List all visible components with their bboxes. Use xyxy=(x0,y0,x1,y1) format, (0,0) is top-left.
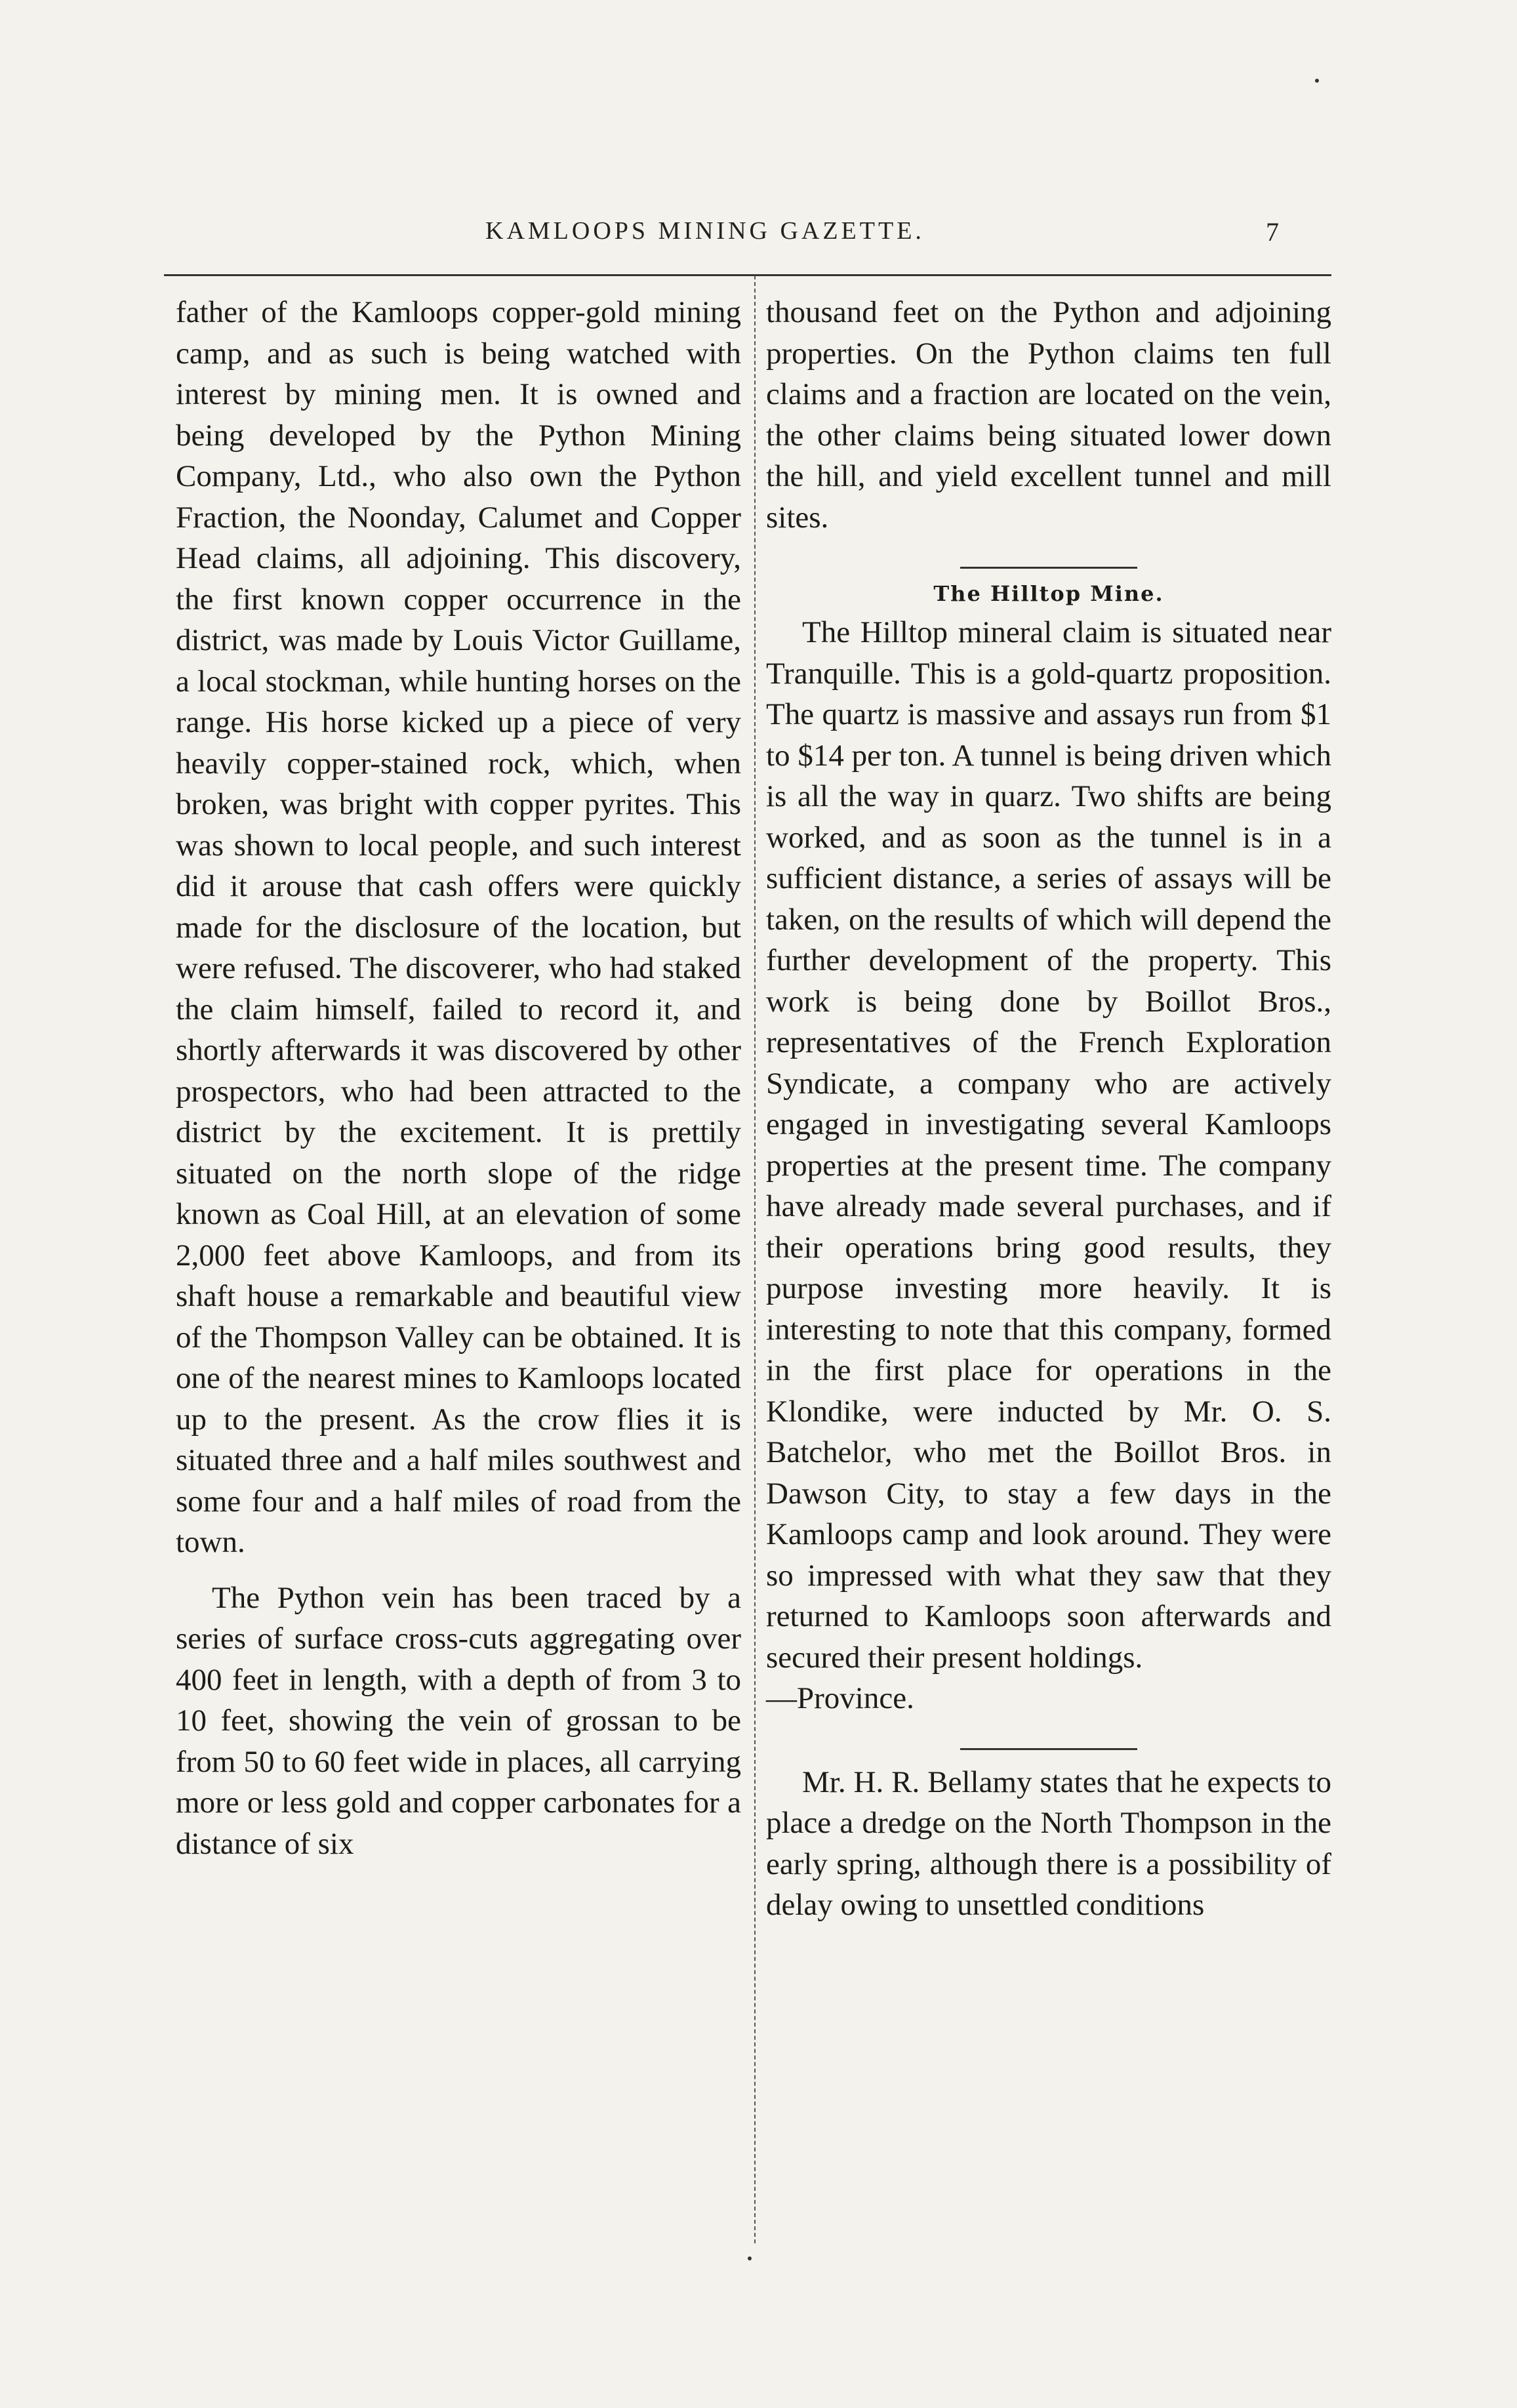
ink-speck xyxy=(748,2256,752,2260)
article-paragraph: The Hilltop mineral claim is situated near Tranquille. This is a gold-quartz proposition. The quartz is massive and assays run from $1 to $14 per ton. A tunnel is being driven which is all the way in quarz. Two shifts are being worked, and as soon as the tunnel is in a sufficient distance, a series of assays will be taken, on the results of which will depend the further development of the property. This work is being done by Boillot Bros., representatives of the French Exploration Syndicate, a company who are actively engaged in investigating several Kamloops properties at the present time. The company have already made several purchases, and if their operations bring good results, they purpose investing more heavily. It is interesting to note that this company, formed in the first place for operations in the Klondike, were inducted by Mr. O. S. Batchelor, who met the Boillot Bros. in Dawson City, to stay a few days in the Kamloops camp and look around. They were so impressed with what they saw that they returned to Kamloops soon afterwards and secured their present holdings. xyxy=(766,615,1331,1675)
page-header xyxy=(164,216,1331,262)
article-paragraph: The Python vein has been traced by a series of surface cross-cuts aggregating over 400 feet in length, with a depth of from 3 to 10 feet, showing the vein of grossan to be from 50 to 60 feet wide in places, all carrying more or less gold and copper carbonates for a distance of six xyxy=(176,1580,741,1861)
column-divider xyxy=(754,275,756,2243)
left-column xyxy=(176,292,741,1864)
header-rule xyxy=(164,274,1331,276)
article-paragraph: thousand feet on the Python and adjoining properties. On the Python claims ten full claims and a fraction are located on the vein, the other claims being situated lower down the hill, and yield excellent tunnel and mill sites. xyxy=(766,295,1331,535)
article-paragraph: father of the Kamloops copper-gold mining camp, and as such is being watched with interest by mining men. It is owned and being developed by the Python Mining Company, Ltd., who also own the Python Fraction, the Noonday, Calumet and Copper Head claims, all adjoining. This discovery, the first known copper occurrence in the district, was made by Louis Victor Guillame, a local stockman, while hunting horses on the range. His horse kicked up a piece of very heavily copper-stained rock, which, when broken, was bright with copper pyrites. This was shown to local people, and such interest did it arouse that cash offers were quickly made for the disclosure of the location, but were refused. The discoverer, who had staked the claim himself, failed to record it, and shortly afterwards it was discovered by other prospectors, who had been attracted to the district by the excitement. It is prettily situated on the north slope of the ridge known as Coal Hill, at an elevation of some 2,000 feet above Kamloops, and from its shaft house a remarkable and beautiful view of the Thompson Valley can be obtained. It is one of the nearest mines to Kamloops located up to the present. As the crow flies it is situated three and a half miles southwest and some four and a half miles of road from the town. xyxy=(176,295,741,1559)
section-heading: The Hilltop Mine. xyxy=(933,581,1164,606)
article-paragraph: Mr. H. R. Bellamy states that he expects to place a dredge on the North Thompson in the early spring, although there is a possibility of delay owing to unsettled conditions xyxy=(766,1765,1331,1922)
section-divider xyxy=(960,1748,1137,1750)
running-title: KAMLOOPS MINING GAZETTE. xyxy=(485,217,925,245)
right-column xyxy=(766,292,1331,1926)
section-divider xyxy=(960,567,1137,569)
ink-speck xyxy=(1315,79,1319,83)
page-number: 7 xyxy=(1266,217,1279,247)
source-credit: —Province. xyxy=(766,1681,914,1715)
